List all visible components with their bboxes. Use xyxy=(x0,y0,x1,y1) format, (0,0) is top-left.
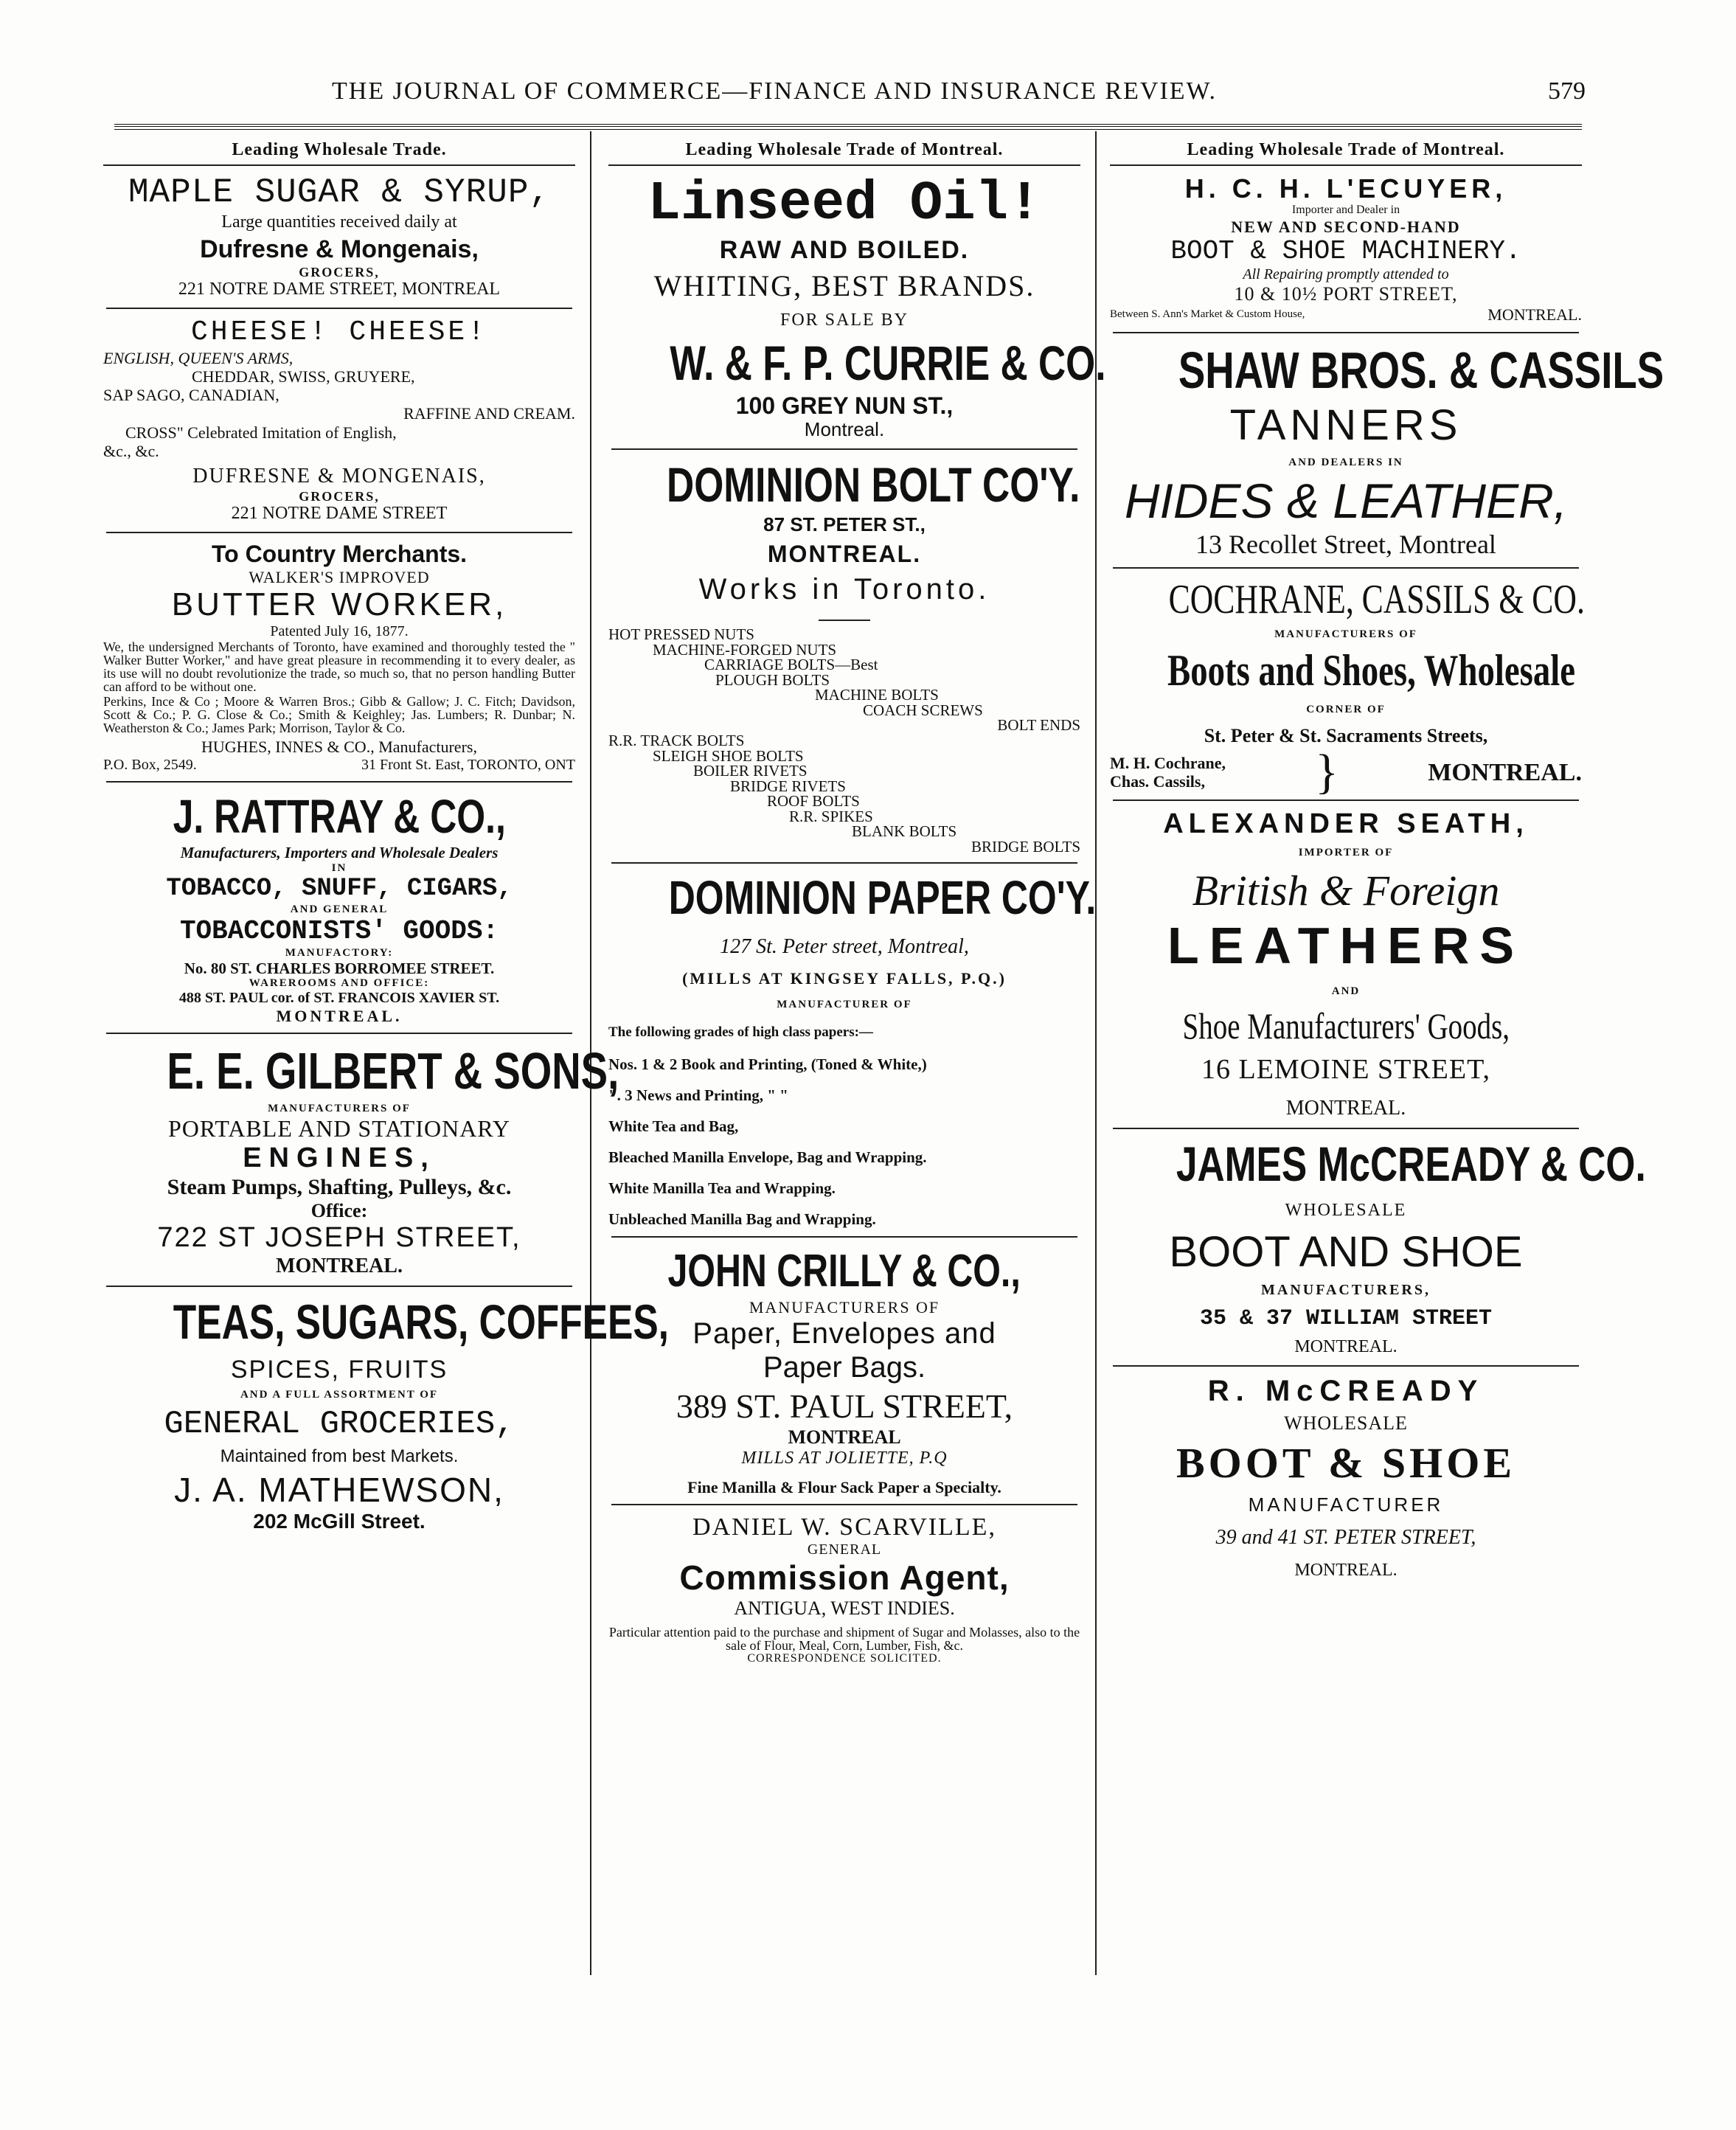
ad-address: 389 ST. PAUL STREET, xyxy=(676,1387,1013,1426)
list-item: BOLT ENDS xyxy=(997,716,1080,735)
ad-headline: JOHN CRILLY & CO., xyxy=(667,1245,1021,1297)
column-divider-2 xyxy=(1095,131,1097,1975)
list-item: BLANK BOLTS xyxy=(852,822,957,841)
ad-text: The following grades of high class papers:— xyxy=(608,1024,873,1040)
ad-headline: J. RATTRAY & CO., xyxy=(173,789,506,843)
list-item: CARRIAGE BOLTS—Best xyxy=(704,656,878,674)
ad-address: 16 LEMOINE STREET, xyxy=(1201,1053,1490,1085)
ad-text: GROCERS, xyxy=(299,264,380,280)
ad-headline: H. C. H. L'ECUYER, xyxy=(1184,173,1507,204)
column-1 xyxy=(103,140,669,1533)
ad-shaw-cassils xyxy=(1110,341,1664,561)
ad-text: WHOLESALE xyxy=(1285,1200,1407,1220)
ad-text: GENERAL xyxy=(807,1541,882,1558)
list-item: MACHINE BOLTS xyxy=(815,686,939,704)
ad-product: Boots and Shoes, Wholesale xyxy=(1167,646,1576,695)
journal-title: THE JOURNAL OF COMMERCE—FINANCE AND INSURANCE REVIEW. xyxy=(332,77,1218,105)
ad-separator xyxy=(1113,1365,1579,1367)
ad-mathewson xyxy=(103,1294,669,1534)
list-item: BRIDGE BOLTS xyxy=(971,838,1080,856)
ad-rattray xyxy=(103,790,575,1026)
ad-seath xyxy=(1110,808,1582,1120)
ad-separator xyxy=(611,1236,1077,1238)
ad-headline: TEAS, SUGARS, COFFEES, xyxy=(173,1294,669,1349)
ad-city: MONTREAL. xyxy=(276,1254,403,1277)
ad-text: GROCERS, xyxy=(299,488,380,504)
ad-address: 202 McGill Street. xyxy=(253,1510,426,1533)
ad-product: BOOT & SHOE xyxy=(1176,1438,1516,1487)
ad-product: British & Foreign xyxy=(1192,866,1500,915)
partner-name: M. H. Cochrane, xyxy=(1110,754,1226,773)
ad-text: WALKER'S IMPROVED xyxy=(249,567,430,586)
ad-headline: To Country Merchants. xyxy=(211,540,468,567)
list-item: R.R. SPIKES xyxy=(789,807,873,825)
ad-text: Large quantities received daily at xyxy=(221,212,457,232)
ad-separator xyxy=(1113,799,1579,801)
ad-body: We, the undersigned Merchants of Toronto, have examined and thoroughly tested the " Walker Butter Worker," and have great pleasure in recommending it to every dealer, as its use will no doubt revolutionize the trade, so much so, that no person handling Butter can afford to be without one. xyxy=(103,639,575,695)
ad-product: BUTTER WORKER, xyxy=(171,586,507,622)
ad-company: HUGHES, INNES & CO., Manufacturers, xyxy=(201,738,477,757)
ad-text: AND A FULL ASSORTMENT OF xyxy=(240,1388,439,1401)
ad-r-mccready xyxy=(1110,1374,1582,1581)
ad-address: No. 80 ST. CHARLES BORROMEE STREET. xyxy=(184,959,495,977)
ad-text: CROSS" Celebrated Imitation of English, xyxy=(125,423,397,442)
ad-product: TOBACCO, SNUFF, CIGARS, xyxy=(166,874,513,903)
ad-separator xyxy=(106,781,572,783)
paper-grade: ". 3 News and Printing, " " xyxy=(608,1086,788,1104)
ad-city: MONTREAL. xyxy=(1285,1096,1406,1120)
ad-address-row xyxy=(1110,305,1582,324)
ad-company: Dufresne & Mongenais, xyxy=(200,235,479,264)
ad-text: FOR SALE BY xyxy=(780,311,909,330)
ad-product: Shoe Manufacturers' Goods, xyxy=(1182,1005,1510,1047)
page-number: 579 xyxy=(1548,77,1586,105)
ad-headline: DOMINION BOLT CO'Y. xyxy=(667,457,1080,513)
list-item: ROOF BOLTS xyxy=(767,792,860,811)
ad-product: Paper Bags. xyxy=(763,1351,926,1384)
ad-body: Perkins, Ince & Co ; Moore & Warren Bros.; Gibb & Gallow; J. C. Fitch; Davidson, Scott & Co.; P. G. Close & Co.; Smith & Keighley; Jas. Lumbers; R. Dunbar; N. Weatherston & Co.; James Park; Morrison, Taylor & Co. xyxy=(103,694,575,736)
ad-company: W. & F. P. CURRIE & CO. xyxy=(670,335,1106,390)
ad-separator xyxy=(611,448,1077,450)
ad-product: Paper, Envelopes and xyxy=(692,1317,996,1350)
ad-text: AND DEALERS IN xyxy=(1288,456,1403,468)
column-2 xyxy=(608,140,1106,1665)
ad-currie xyxy=(608,173,1106,441)
ad-headline: R. McCREADY xyxy=(1207,1374,1485,1407)
ad-headline: DOMINION PAPER CO'Y. xyxy=(668,870,1097,924)
ad-text: ENGLISH, QUEEN'S ARMS, xyxy=(103,348,294,367)
ad-text: CHEDDAR, SWISS, GRUYERE, xyxy=(192,367,415,386)
ad-text: AND xyxy=(1331,985,1361,998)
ad-address: 221 NOTRE DAME STREET xyxy=(231,504,448,524)
ad-city: MONTREAL. xyxy=(1294,1337,1398,1357)
ad-city: MONTREAL. xyxy=(276,1007,403,1026)
ad-address: 722 ST JOSEPH STREET, xyxy=(157,1222,521,1254)
ad-lecuyer xyxy=(1110,173,1582,325)
partners-row xyxy=(1110,745,1582,799)
ad-product: GENERAL GROCERIES, xyxy=(164,1406,515,1443)
ad-text: Steam Pumps, Shafting, Pulleys, &c. xyxy=(167,1174,512,1199)
paper-grade: Bleached Manilla Envelope, Bag and Wrapping. xyxy=(608,1148,927,1167)
partner-name: Chas. Cassils, xyxy=(1110,771,1205,791)
list-item: R.R. TRACK BOLTS xyxy=(608,731,745,749)
ad-text: MANUFACTURER OF xyxy=(777,998,912,1010)
ad-headline: Linseed Oil! xyxy=(647,173,1041,235)
ad-text: IMPORTER OF xyxy=(1298,846,1394,858)
page-header xyxy=(111,77,1586,114)
ad-headline: DANIEL W. SCARVILLE, xyxy=(692,1513,996,1541)
ad-city: MONTREAL. xyxy=(767,541,922,568)
list-item: HOT PRESSED NUTS xyxy=(608,625,754,643)
ad-headline: E. E. GILBERT & SONS, xyxy=(167,1042,619,1100)
ad-body: Particular attention paid to the purchase and shipment of Sugar and Molasses, also to the sale of Flour, Meal, Corn, Lumber, Fish, &c. xyxy=(608,1624,1080,1653)
ad-separator xyxy=(106,308,572,309)
ad-butter-worker xyxy=(103,541,575,774)
ad-address: P.O. Box, 2549. xyxy=(103,756,197,773)
ad-product: Commission Agent, xyxy=(679,1558,1010,1597)
ad-text: AND GENERAL xyxy=(290,903,389,915)
paper-grade: White Manilla Tea and Wrapping. xyxy=(608,1179,836,1198)
ad-separator xyxy=(1113,1128,1579,1129)
ad-text: CORNER OF xyxy=(1306,704,1386,716)
ad-text: MANUFACTURER xyxy=(1248,1493,1444,1516)
ad-text: MANUFACTURERS OF xyxy=(1274,628,1417,640)
ad-text: Manufacturers, Importers and Wholesale Dealers xyxy=(180,844,499,862)
list-item: MACHINE-FORGED NUTS xyxy=(653,640,837,659)
ad-headline: CHEESE! CHEESE! xyxy=(190,316,488,348)
ad-text: RAW AND BOILED. xyxy=(719,236,970,265)
column-heading: Leading Wholesale Trade of Montreal. xyxy=(1110,140,1582,166)
ad-product: TOBACCONISTS' GOODS: xyxy=(179,916,499,947)
ad-product: ENGINES, xyxy=(243,1142,436,1173)
column-heading: Leading Wholesale Trade. xyxy=(103,140,575,166)
ad-separator xyxy=(106,532,572,533)
ad-text: NEW AND SECOND-HAND xyxy=(1231,217,1461,236)
ad-product: BOOT AND SHOE xyxy=(1169,1228,1523,1277)
ad-address: ANTIGUA, WEST INDIES. xyxy=(734,1597,955,1619)
ad-separator xyxy=(611,862,1077,864)
partners-list xyxy=(1110,754,1226,790)
list-item: SLEIGH SHOE BOLTS xyxy=(653,746,804,765)
ad-gilbert xyxy=(103,1041,619,1278)
ad-dominion-bolt xyxy=(608,457,1080,854)
ad-city: MONTREAL xyxy=(788,1426,901,1449)
ad-address-row xyxy=(103,757,575,774)
ad-city: MONTREAL. xyxy=(1294,1560,1398,1580)
ad-separator xyxy=(1113,332,1579,333)
ad-text: PORTABLE AND STATIONARY xyxy=(168,1115,510,1142)
ad-city: MONTREAL. xyxy=(1428,759,1582,786)
ad-product: HIDES & LEATHER, xyxy=(1124,473,1568,529)
ad-city: Montreal. xyxy=(804,418,885,441)
list-item: BOILER RIVETS xyxy=(693,762,808,780)
ad-address: 35 & 37 WILLIAM STREET xyxy=(1199,1305,1493,1331)
ad-text: All Repairing promptly attended to xyxy=(1243,266,1449,283)
bolt-product-list xyxy=(608,627,1080,855)
ad-product: TANNERS xyxy=(1229,401,1462,450)
ad-text: Importer and Dealer in xyxy=(1291,204,1400,217)
brace-icon: } xyxy=(1315,745,1339,799)
ad-maple-sugar xyxy=(103,173,575,300)
ad-separator xyxy=(1113,567,1579,569)
ad-text: MANUFACTURERS, xyxy=(1261,1281,1431,1298)
ad-separator xyxy=(106,1286,572,1287)
ad-text: Fine Manilla & Flour Sack Paper a Specialty. xyxy=(687,1477,1001,1496)
ad-city: MONTREAL. xyxy=(1487,305,1582,325)
paper-grade: Nos. 1 & 2 Book and Printing, (Toned & White,) xyxy=(608,1055,927,1073)
ad-text: &c., &c. xyxy=(103,442,159,461)
ad-cheese xyxy=(103,316,575,524)
ad-dominion-paper xyxy=(608,870,1097,1229)
ad-address: 127 St. Peter street, Montreal, xyxy=(720,935,969,959)
ad-text: MANUFACTURERS OF xyxy=(268,1102,411,1114)
ad-address: 488 ST. PAUL cor. of ST. FRANCOIS XAVIER ST. xyxy=(178,990,500,1007)
ad-address: 13 Recollet Street, Montreal xyxy=(1195,529,1496,559)
ad-text: MILLS AT JOLIETTE, P.Q xyxy=(741,1449,948,1468)
ad-text: RAFFINE AND CREAM. xyxy=(403,404,575,423)
ad-product: LEATHERS xyxy=(1167,916,1525,974)
ad-address: 100 GREY NUN ST., xyxy=(735,392,954,419)
ad-address: 221 NOTRE DAME STREET, MONTREAL xyxy=(178,280,501,299)
ad-address: St. Peter & St. Sacraments Streets, xyxy=(1204,725,1488,747)
ad-product: BOOT & SHOE MACHINERY. xyxy=(1170,236,1521,267)
ad-text: Between S. Ann's Market & Custom House, xyxy=(1110,308,1305,321)
short-rule xyxy=(819,620,870,621)
ad-company: DUFRESNE & MONGENAIS, xyxy=(192,465,486,488)
paper-grade: White Tea and Bag, xyxy=(608,1117,739,1136)
ad-text: Office: xyxy=(310,1200,368,1222)
ad-james-mccready xyxy=(1110,1136,1646,1358)
ad-text: MANUFACTURERS OF xyxy=(749,1297,940,1316)
ad-text: Works in Toronto. xyxy=(698,572,990,606)
ad-separator xyxy=(106,1033,572,1034)
ad-text: (MILLS AT KINGSEY FALLS, P.Q.) xyxy=(682,969,1007,988)
list-item: PLOUGH BOLTS xyxy=(715,670,830,689)
ad-address: 10 & 10½ PORT STREET, xyxy=(1234,283,1458,305)
ad-address: 39 and 41 ST. PETER STREET, xyxy=(1215,1526,1476,1550)
paper-grade: Unbleached Manilla Bag and Wrapping. xyxy=(608,1210,876,1229)
ad-text: IN xyxy=(331,861,347,874)
ad-text: MANUFACTORY: xyxy=(285,946,394,959)
header-rule xyxy=(114,124,1582,130)
ad-headline: SHAW BROS. & CASSILS xyxy=(1178,341,1664,399)
list-item: COACH SCREWS xyxy=(863,701,983,719)
ad-headline: JAMES McCREADY & CO. xyxy=(1176,1136,1646,1191)
ad-separator xyxy=(611,1504,1077,1505)
ad-text: SAP SAGO, CANADIAN, xyxy=(103,386,280,405)
ad-text: WHOLESALE xyxy=(1284,1412,1408,1434)
ad-address: 31 Front St. East, TORONTO, ONT xyxy=(361,756,575,773)
list-item: BRIDGE RIVETS xyxy=(730,777,846,795)
ad-text: WAREROOMS AND OFFICE: xyxy=(249,976,430,989)
column-3 xyxy=(1110,140,1664,1581)
ad-text: Maintained from best Markets. xyxy=(220,1446,459,1466)
ad-crilly xyxy=(608,1245,1080,1496)
ad-text: Patented July 16, 1877. xyxy=(270,623,409,640)
ad-headline: MAPLE SUGAR & SYRUP, xyxy=(128,173,551,212)
ad-headline: ALEXANDER SEATH, xyxy=(1163,808,1529,839)
ad-company: J. A. MATHEWSON, xyxy=(174,1471,504,1510)
ad-scarville xyxy=(608,1513,1080,1665)
ad-address: 87 ST. PETER ST., xyxy=(763,513,926,536)
ad-headline: COCHRANE, CASSILS & CO. xyxy=(1168,577,1585,623)
column-heading: Leading Wholesale Trade of Montreal. xyxy=(608,140,1080,166)
ad-text: SPICES, FRUITS xyxy=(230,1355,448,1384)
ad-text: WHITING, BEST BRANDS. xyxy=(653,269,1035,303)
ad-cochrane-cassils xyxy=(1110,576,1585,799)
ad-text: CORRESPONDENCE SOLICITED. xyxy=(747,1651,942,1665)
